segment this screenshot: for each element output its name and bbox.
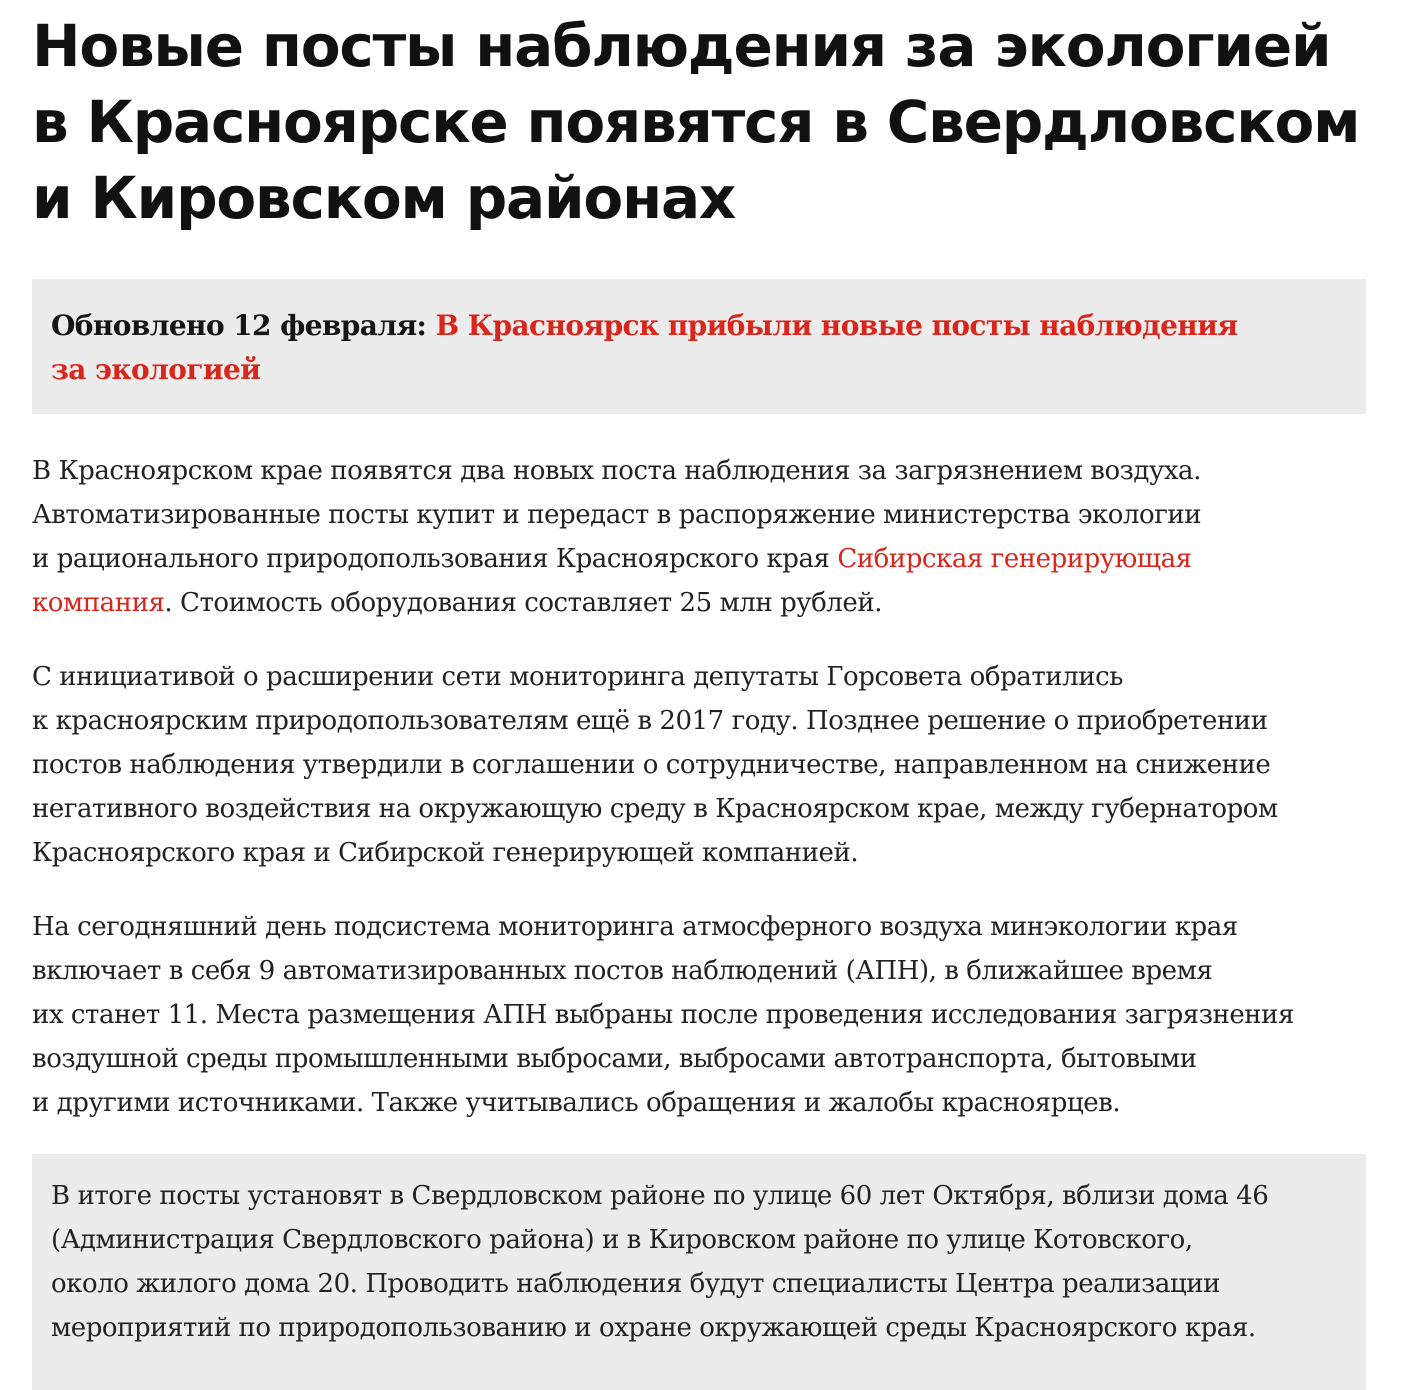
update-label: Обновлено 12 февраля:	[51, 309, 427, 342]
paragraph-line: к красноярским природопользователям ещё в 2017 году. Позднее решение о приобретении	[32, 706, 1268, 736]
company-link-continued[interactable]: компания	[32, 588, 165, 618]
update-notice-box	[32, 279, 1366, 414]
update-notice-line	[51, 304, 1346, 348]
paragraph-line: негативного воздействия на окружающую среду в Красноярском крае, между губернатором	[32, 794, 1278, 824]
paragraph-line: включает в себя 9 автоматизированных постов наблюдений (АПН), в ближайшее время	[32, 956, 1213, 986]
paragraph-initiative	[32, 655, 1366, 875]
paragraph-line: их станет 11. Места размещения АПН выбраны после проведения исследования загрязнения	[32, 1000, 1295, 1030]
highlight-box	[32, 1154, 1366, 1390]
paragraph-intro	[32, 449, 1366, 625]
paragraph-line: воздушной среды промышленными выбросами, выбросами автотранспорта, бытовыми	[32, 1044, 1197, 1074]
paragraph-line: (Администрация Свердловского района) и в Кировском районе по улице Котовского,	[51, 1225, 1193, 1255]
paragraph-line: около жилого дома 20. Проводить наблюдения будут специалисты Центра реализации	[51, 1269, 1220, 1299]
paragraph-line: Автоматизированные посты купит и передаст в распоряжение министерства экологии	[32, 500, 1202, 530]
paragraph-line: компания. Стоимость оборудования составляет 25 млн рублей.	[32, 588, 883, 618]
paragraph-line: В Красноярском крае появятся два новых поста наблюдения за загрязнением воздуха.	[32, 456, 1201, 486]
paragraph-line: и другими источниками. Также учитывались обращения и жалобы красноярцев.	[32, 1088, 1121, 1118]
update-link[interactable]: В Красноярск прибыли новые посты наблюдения	[435, 309, 1238, 342]
article-headline	[32, 0, 1366, 236]
company-link[interactable]: Сибирская генерирующая	[837, 544, 1192, 574]
paragraph-line: мероприятий по природопользованию и охране окружающей среды Красноярского края.	[51, 1313, 1256, 1343]
paragraph-line: В итоге посты установят в Свердловском районе по улице 60 лет Октября, вблизи дома 46	[51, 1181, 1269, 1211]
headline-line: в Красноярске появятся в Свердловском	[32, 88, 1360, 156]
update-link-continued[interactable]: за экологией	[51, 353, 261, 386]
paragraph-locations	[51, 1174, 1346, 1350]
paragraph-line: На сегодняшний день подсистема мониторинга атмосферного воздуха минэкологии края	[32, 912, 1238, 942]
paragraph-line: С инициативой о расширении сети мониторинга депутаты Горсовета обратились	[32, 662, 1123, 692]
article	[32, 0, 1366, 1390]
update-notice-line	[51, 348, 1346, 392]
headline-line: Новые посты наблюдения за экологией	[32, 12, 1331, 80]
headline-line: и Кировском районах	[32, 164, 736, 232]
paragraph-monitoring	[32, 905, 1366, 1125]
paragraph-line: постов наблюдения утвердили в соглашении о сотрудничестве, направленном на снижение	[32, 750, 1271, 780]
paragraph-line: Красноярского края и Сибирской генерирующей компанией.	[32, 838, 859, 868]
paragraph-line: и рационального природопользования Красноярского края Сибирская генерирующая	[32, 544, 1192, 574]
